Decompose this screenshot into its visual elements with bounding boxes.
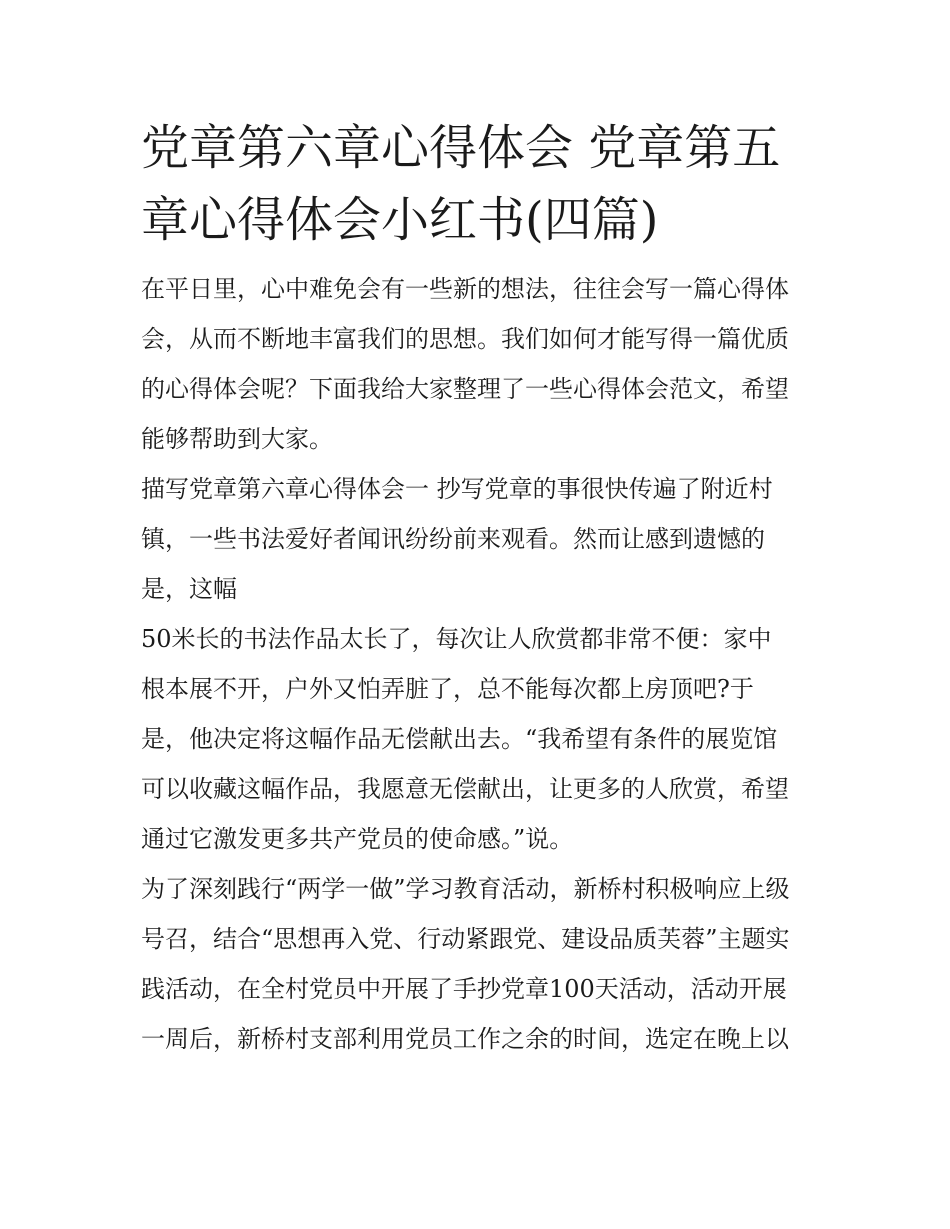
- text-line: 镇，一些书法爱好者闻讯纷纷前来观看。然而让感到遗憾的: [141, 525, 765, 553]
- title-line: 章心得体会小红书(四篇): [141, 192, 659, 248]
- document-title: [141, 112, 813, 256]
- text-line: 的心得体会呢？下面我给大家整理了一些心得体会范文，希望: [141, 375, 789, 403]
- text-line: 号召，结合“思想再入党、行动紧跟党、建设品质芙蓉”主题实: [141, 925, 790, 953]
- text-line: 为了深刻践行“两学一做”学习教育活动，新桥村积极响应上级: [141, 875, 790, 903]
- body-paragraph: [141, 864, 813, 1064]
- body-paragraph: [141, 464, 813, 614]
- text-line: 践活动，在全村党员中开展了手抄党章100天活动，活动开展: [141, 975, 787, 1003]
- text-line: 是，这幅: [141, 575, 237, 603]
- body-paragraph: [141, 614, 813, 864]
- intro-paragraph: [141, 264, 813, 464]
- text-line: 通过它激发更多共产党员的使命感。”说。: [141, 825, 574, 853]
- text-line: 可以收藏这幅作品，我愿意无偿献出，让更多的人欣赏，希望: [141, 775, 789, 803]
- text-line: 会，从而不断地丰富我们的思想。我们如何才能写得一篇优质: [141, 325, 789, 353]
- text-line: 描写党章第六章心得体会一 抄写党章的事很快传遍了附近村: [141, 475, 773, 503]
- text-line: 能够帮助到大家。: [141, 425, 333, 453]
- document-page: [141, 112, 813, 1064]
- title-line: 党章第六章心得体会 党章第五: [141, 120, 781, 176]
- text-line: 在平日里，心中难免会有一些新的想法，往往会写一篇心得体: [141, 275, 789, 303]
- text-line: 一周后，新桥村支部利用党员工作之余的时间，选定在晚上以: [141, 1025, 789, 1053]
- text-line: 是，他决定将这幅作品无偿献出去。“我希望有条件的展览馆: [141, 725, 778, 753]
- text-line: 根本展不开，户外又怕弄脏了，总不能每次都上房顶吧?于: [141, 675, 754, 703]
- text-line: 50米长的书法作品太长了，每次让人欣赏都非常不便：家中: [141, 625, 772, 653]
